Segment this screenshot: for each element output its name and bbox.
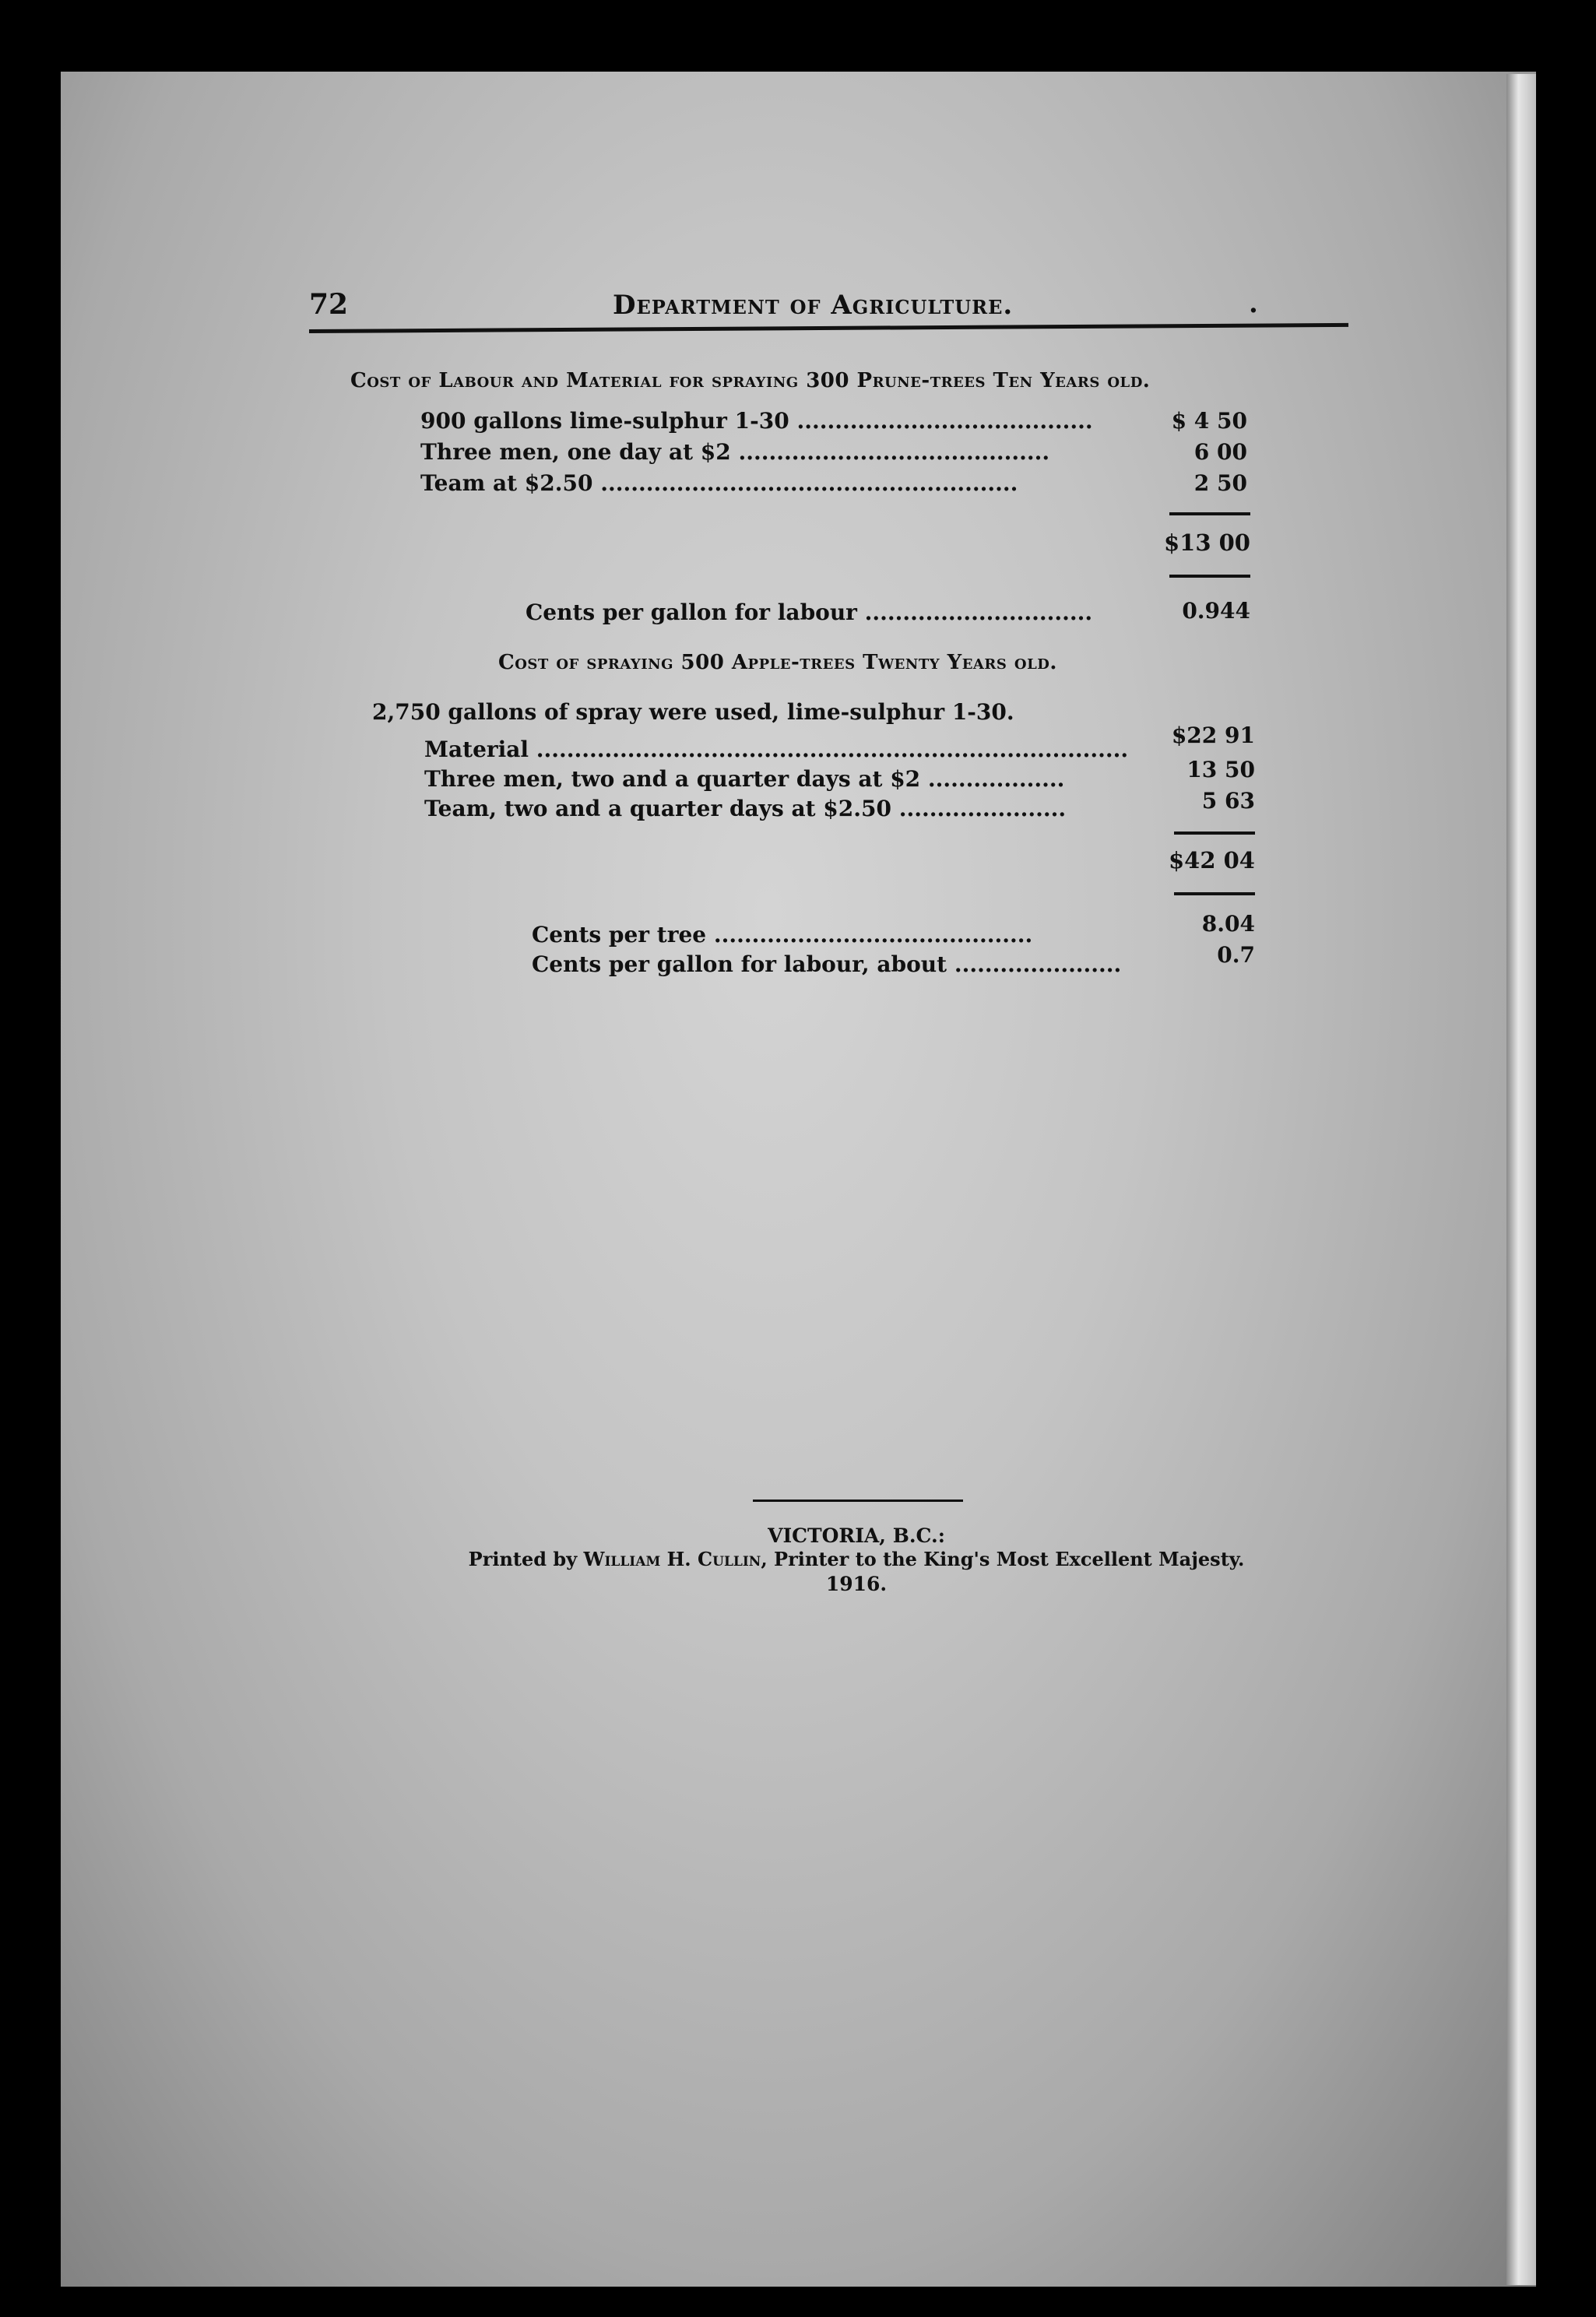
prune-item-line — [420, 439, 1156, 465]
imprint-printer — [389, 1548, 1324, 1570]
apple-item-label: Team, two and a quarter days at $2.50 — [424, 796, 891, 821]
apple-per-tree-line — [532, 922, 1166, 948]
leader-dots: ....................................... — [789, 408, 1093, 434]
prune-item-amount: 2 50 — [1193, 470, 1247, 496]
apple-section-heading: Cost of spraying 500 Apple-trees Twenty Years old. — [498, 651, 1057, 674]
leader-dots: .......................................... — [706, 922, 1033, 948]
apple-item-amount: 13 50 — [1186, 757, 1255, 782]
leader-dots: .............................................................................. — [529, 737, 1129, 762]
leader-dots: ...................... — [891, 796, 1067, 821]
apple-item-line — [424, 766, 1160, 792]
apple-cents-line — [532, 951, 1166, 977]
apple-cents-value: 0.7 — [1217, 942, 1255, 968]
prune-item-label: Team at $2.50 — [420, 470, 593, 496]
apple-item-label: Three men, two and a quarter days at $2 — [424, 766, 921, 792]
cents-per-tree-label: Cents per tree — [532, 922, 707, 948]
header-dot: . — [1249, 288, 1258, 319]
subtotal-rule — [1169, 512, 1250, 515]
apple-item-amount: 5 63 — [1201, 788, 1255, 814]
imprint-rule — [753, 1500, 963, 1502]
apple-item-amount: $22 91 — [1171, 723, 1255, 748]
prune-item-amount: 6 00 — [1193, 439, 1247, 465]
printer-name: William H. Cullin — [583, 1548, 761, 1570]
apple-intro: 2,750 gallons of spray were used, lime-sulphur 1-30. — [372, 699, 1014, 725]
cents-per-gallon-label: Cents per gallon for labour — [526, 599, 857, 625]
apple-item-line — [424, 737, 1160, 762]
prune-item-line — [420, 470, 1156, 496]
apple-item-label: Material — [424, 737, 529, 762]
prune-total: $13 00 — [1164, 529, 1250, 556]
cents-per-tree-value: 8.04 — [1201, 911, 1255, 937]
prune-section-heading: Cost of Labour and Material for spraying 300 Prune-trees Ten Years old. — [350, 369, 1151, 392]
total-rule — [1174, 892, 1255, 895]
cents-per-gallon-label: Cents per gallon for labour, about — [532, 951, 947, 977]
prune-cents-value: 0.944 — [1182, 598, 1250, 624]
page-header — [309, 288, 1348, 327]
prune-item-amount: $ 4 50 — [1171, 408, 1247, 434]
leader-dots: .............................. — [856, 599, 1093, 625]
prune-cents-line — [526, 599, 1160, 625]
page-number: 72 — [309, 288, 349, 321]
prune-item-label: Three men, one day at $2 — [420, 439, 731, 465]
leader-dots: ......................................... — [730, 439, 1050, 465]
apple-total: $42 04 — [1169, 847, 1255, 874]
total-rule — [1169, 575, 1250, 578]
leader-dots: .................. — [920, 766, 1065, 792]
leader-dots: ....................................................... — [592, 470, 1018, 496]
leader-dots: ...................... — [947, 951, 1122, 977]
subtotal-rule — [1174, 832, 1255, 835]
imprint-year: 1916. — [825, 1573, 888, 1595]
printer-role: , Printer to the King's Most Excellent Majesty. — [761, 1548, 1245, 1570]
prune-item-line — [420, 408, 1199, 434]
running-title: Department of Agriculture. — [613, 290, 1014, 321]
printed-by: Printed by — [468, 1548, 578, 1570]
apple-item-line — [424, 796, 1160, 821]
prune-item-label: 900 gallons lime-sulphur 1-30 — [420, 408, 789, 434]
imprint-city: VICTORIA, B.C.: — [768, 1524, 945, 1547]
